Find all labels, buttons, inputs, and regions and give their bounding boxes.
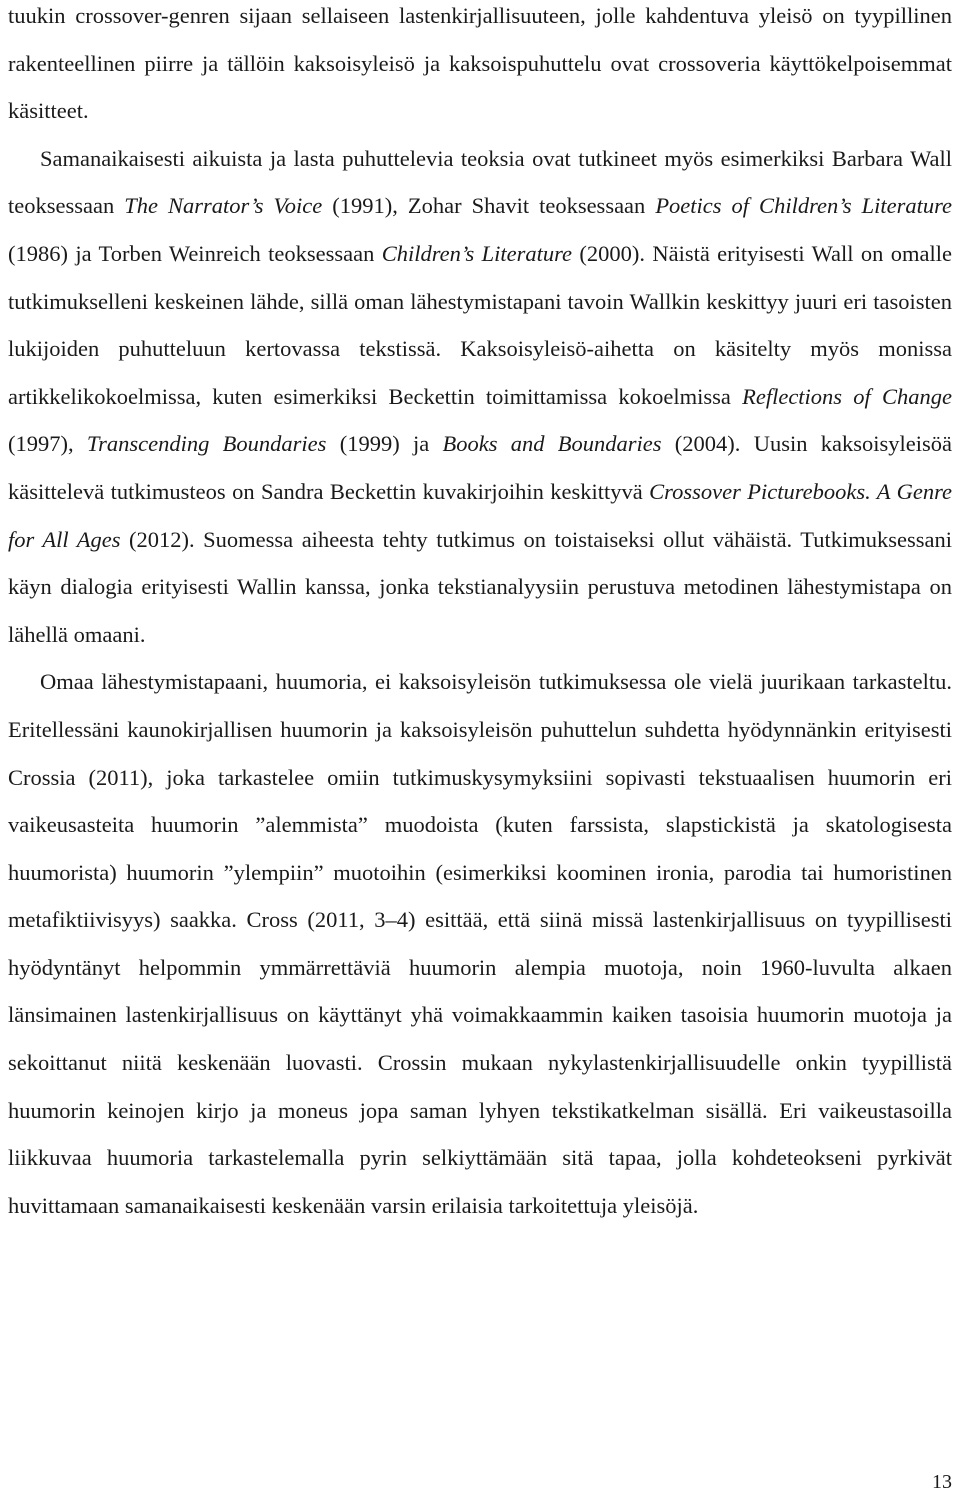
paragraph-text: (1986) ja Torben Weinreich teoksessaan — [8, 240, 382, 266]
body-text — [8, 0, 952, 1229]
paragraph-text: (1999) ja — [326, 431, 443, 457]
paragraph-3 — [8, 658, 952, 1229]
paragraph-text: tuukin crossover-genren sijaan sellaiseen lastenkirjallisuuteen, jolle kahdentuva yleisö on tyypillinen rakenteellinen piirre ja tällöin kaksoisyleisö ja kaksoispuhuttelu ovat crossoveria käyttökelpoisemmat käsitteet. — [8, 3, 952, 124]
italic-title-text: Reflections of Change — [742, 383, 952, 409]
paragraph-text: (2000). Näistä erityisesti Wall on omalle tutkimukselleni keskeinen lähde, sillä oman lähestymistapani tavoin Wallkin keskittyy juuri eri tasoisten lukijoiden puhutteluun kertovassa tekstissä. Kaksoisyleisö-aihetta on käsitelty myös monissa artikkelikokoelmissa, kuten esimerkiksi Beckettin toimittamissa kokoelmissa — [8, 240, 952, 409]
italic-title-text: Books and Boundaries — [442, 431, 662, 457]
paragraph-2 — [8, 135, 952, 659]
paragraph-text: Samanaikaisesti aikuista ja lasta puhuttelevia teoksia ovat tutkineet myös esimerkiksi Barbara Wall teoksessaan — [8, 145, 952, 219]
italic-title-text: Poetics of Children’s Literature — [655, 193, 953, 219]
italic-title-text: Children’s Literature — [381, 240, 573, 266]
paragraph-1 — [8, 0, 952, 135]
paragraph-text: (2004). Uusin kaksoisyleisöä käsittelevä tutkimusteos on Sandra Beckettin kuvakirjoihin keskittyvä — [8, 431, 952, 504]
paragraph-text: Omaa lähestymistapaani, huumoria, ei kaksoisyleisön tutkimuksessa ole vielä juurikaan tarkasteltu. Eritellessäni kaunokirjallisen huumorin ja kaksoisyleisön puhuttelun suhdetta hyödynnänkin erityisesti Crossia (2011), joka tarkastelee omiin tutkimuskysymyksiini sopivasti tekstuaalisen huumorin eri vaikeusasteita huumorin ”alemmista” muodoista (kuten farssista, slapstickistä ja skatologisesta huumorista) huumorin ”ylempiin” muotoihin (esimerkiksi koominen ironia, parodia tai humoristinen metafiktiivisyys) saakka. Cross (2011, 3–4) esittää, että siinä missä lastenkirjallisuus on tyypillisesti hyödyntänyt helpommin ymmärrettäviä huumorin alempia muotoja, noin 1960-luvulta alkaen länsimainen lastenkirjallisuus on käyttänyt yhä voimakkaammin kaiken tasoisia huumorin muotoja ja sekoittanut niitä keskenään luovasti. Crossin mukaan nykylastenkirjallisuudelle onkin tyypillistä huumorin keinojen kirjo ja moneus jopa saman lyhyen tekstikatkelman sisällä. Eri vaikeustasoilla liikkuvaa huumoria tarkastelemalla pyrin selkiyttämään sitä tapaa, jolla kohdeteokseni pyrkivät huvittamaan samanaikaisesti keskenään varsin erilaisia tarkoitettuja yleisöjä. — [8, 669, 952, 1218]
page-number: 13 — [932, 1471, 952, 1493]
italic-title-text: Crossover Picturebooks. A Genre for All Ages — [8, 478, 952, 552]
paragraph-text: (1997), — [8, 431, 87, 457]
italic-title-text: The Narrator’s Voice — [124, 193, 323, 219]
paragraph-text: (1991), Zohar Shavit teoksessaan — [322, 193, 656, 219]
paragraph-text: (2012). Suomessa aiheesta tehty tutkimus on toistaiseksi ollut vähäistä. Tutkimuksessani käyn dialogia erityisesti Wallin kanssa, jonka tekstianalyysiin perustuva metodinen lähestymistapa on lähellä omaani. — [8, 526, 953, 647]
italic-title-text: Transcending Boundaries — [86, 431, 327, 457]
